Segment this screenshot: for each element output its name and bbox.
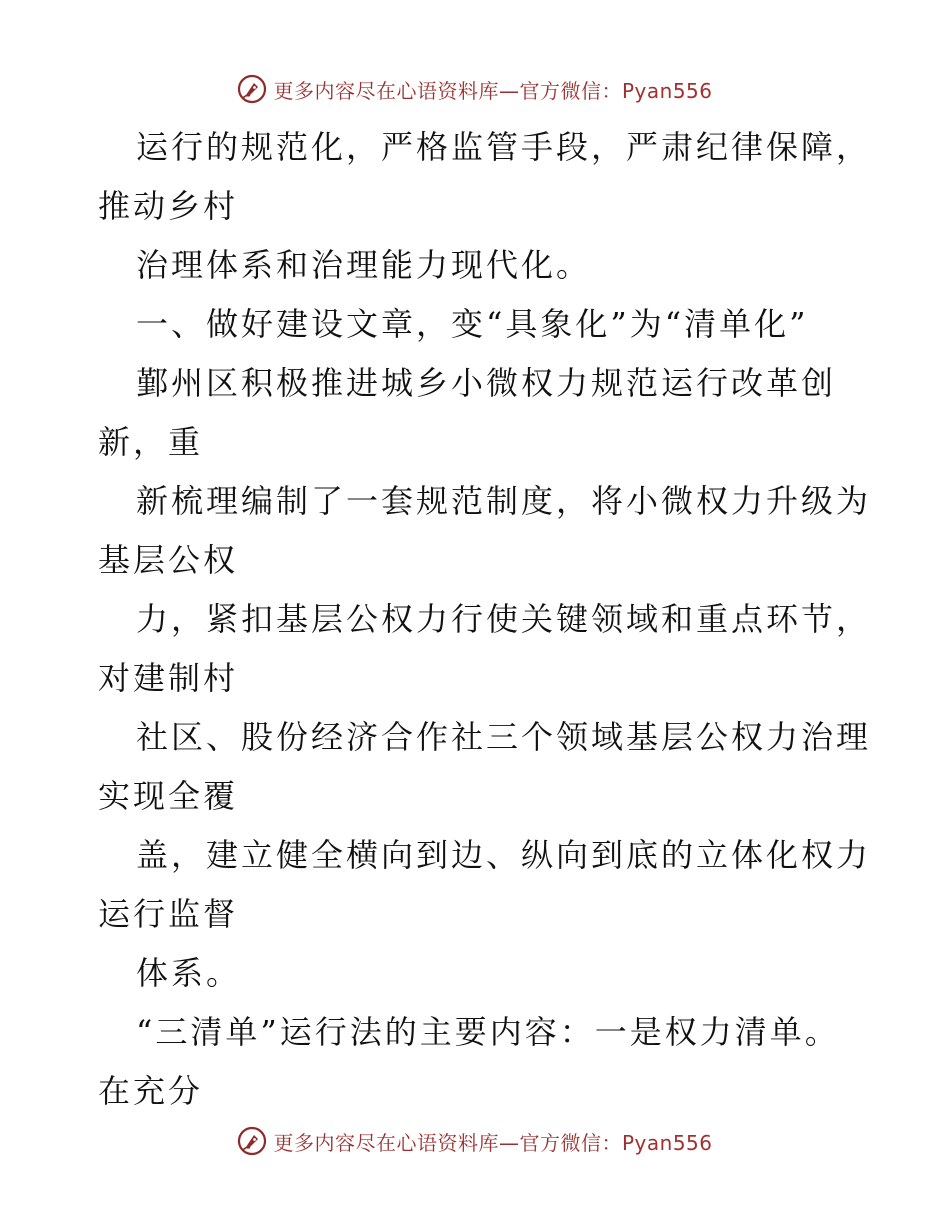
watermark-account: Pyan556 [621, 78, 713, 103]
text-line: 新梳理编制了一套规范制度，将小微权力升级为 [136, 482, 872, 520]
text-line: 盖，建立健全横向到边、纵向到底的立体化权力 [136, 836, 872, 874]
watermark-text [273, 1127, 712, 1156]
watermark-label: 更多内容尽在心语资料库—官方微信： [273, 1130, 622, 1155]
watermark-account: Pyan556 [621, 1130, 713, 1155]
text-line: 实现全覆 [98, 777, 239, 815]
text-line: 基层公权 [98, 541, 239, 579]
text-line: 在充分 [98, 1072, 204, 1110]
text-line: 运行的规范化，严格监管手段，严肃纪律保障， [136, 128, 872, 166]
text-line: 推动乡村 [98, 187, 239, 225]
document-body [98, 118, 872, 1121]
pen-nib-circle-icon [237, 1126, 267, 1156]
text-line: 鄞州区积极推进城乡小微权力规范运行改革创 [136, 364, 837, 402]
watermark-label: 更多内容尽在心语资料库—官方微信： [273, 78, 622, 103]
watermark-text [273, 75, 712, 104]
text-line: 对建制村 [98, 659, 239, 697]
text-line: 社区、股份经济合作社三个领域基层公权力治理 [136, 718, 872, 756]
footer-watermark [0, 1124, 950, 1158]
text-line: 力，紧扣基层公权力行使关键领域和重点环节， [136, 600, 872, 638]
pen-nib-circle-icon [237, 74, 267, 104]
text-line: “三清单”运行法的主要内容：一是权力清单。 [136, 1013, 840, 1051]
text-line: 一、做好建设文章，变“具象化”为“清单化” [136, 305, 809, 343]
text-line: 体系。 [136, 954, 242, 992]
text-line: 治理体系和治理能力现代化。 [136, 246, 592, 284]
text-line: 运行监督 [98, 895, 239, 933]
text-line: 新，重 [98, 423, 204, 461]
header-watermark [0, 72, 950, 106]
